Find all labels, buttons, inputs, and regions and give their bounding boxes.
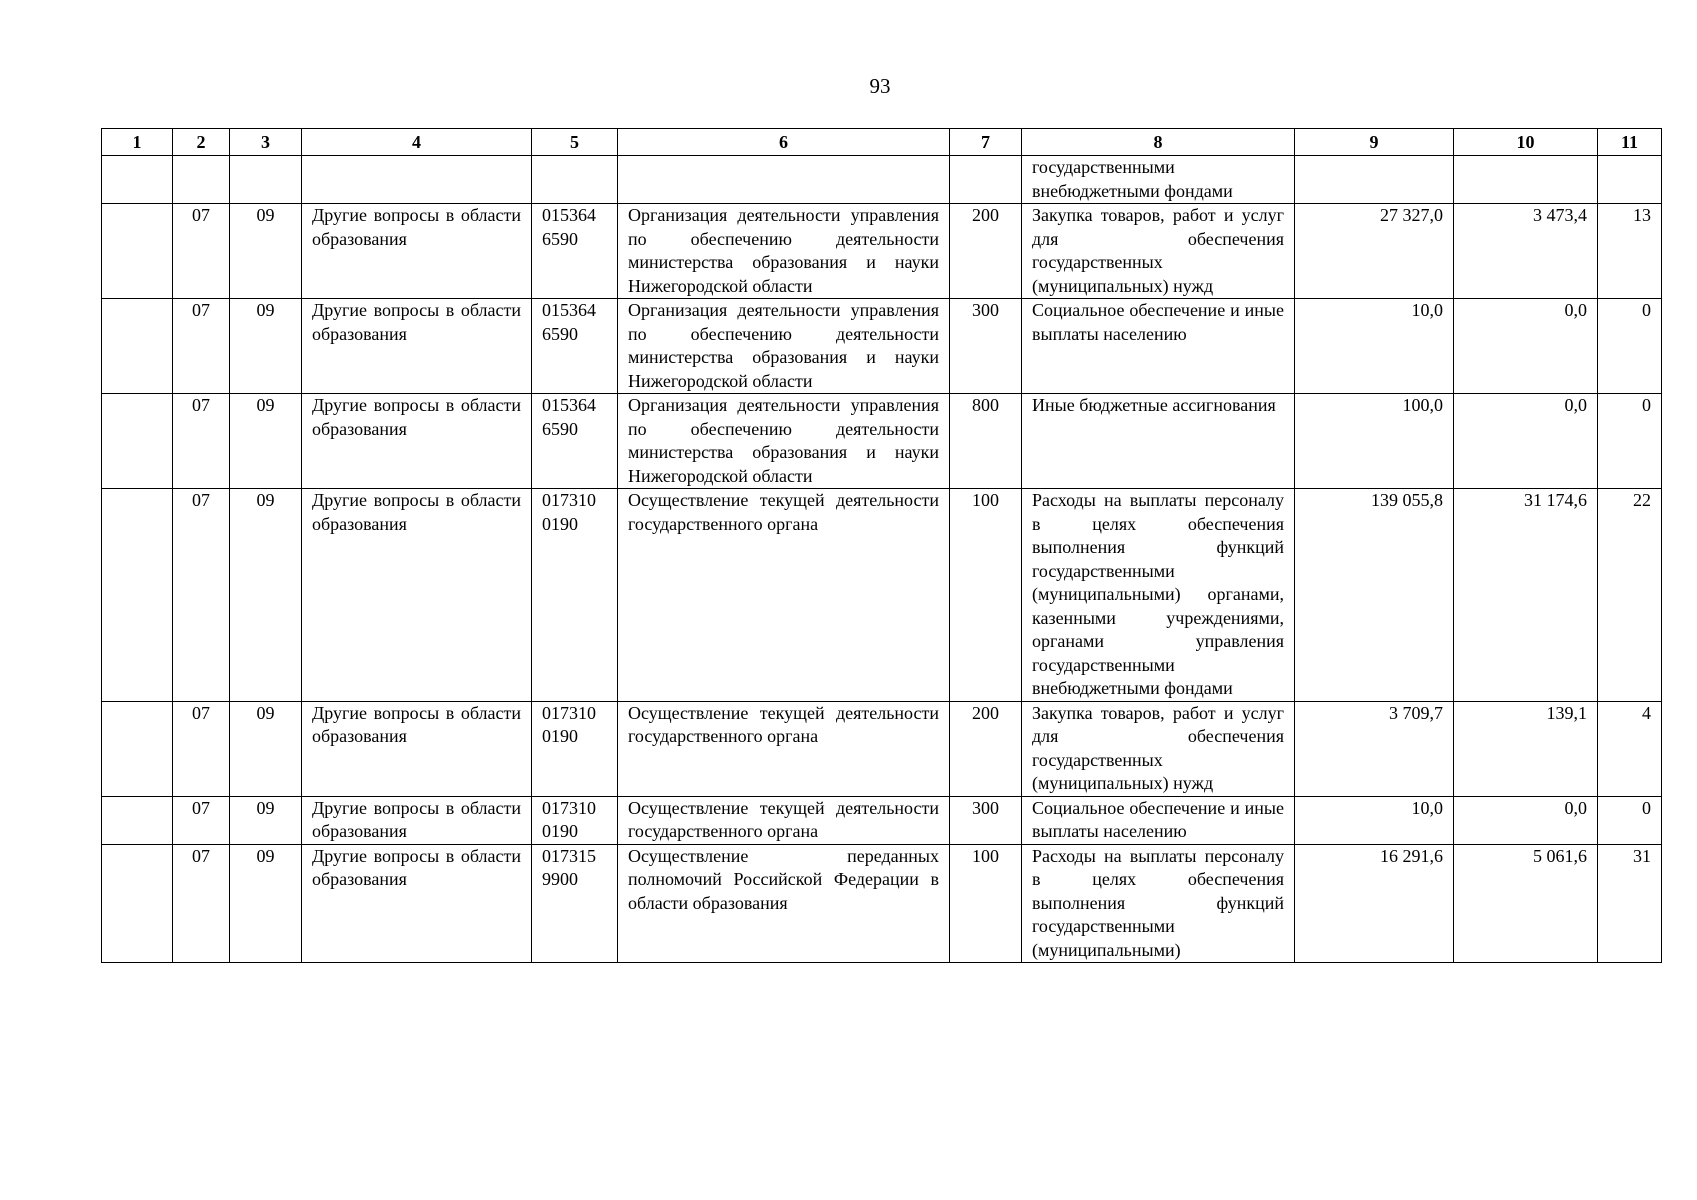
- subsection-cell: 09: [230, 796, 302, 844]
- table-header-row: [102, 129, 1662, 156]
- cell-col1: [102, 204, 173, 299]
- subsection-name-cell: Другие вопросы в области образования: [302, 489, 532, 702]
- continuation-row: [102, 156, 1662, 204]
- column-header: 11: [1598, 129, 1662, 156]
- page-number: 93: [869, 74, 891, 98]
- subsection-cell: 09: [230, 701, 302, 796]
- expense-type-cell: Закупка товаров, работ и услуг для обеспечения государственных (муниципальных) нужд: [1022, 204, 1295, 299]
- section-cell: 07: [173, 394, 230, 489]
- subsection-name-cell: Другие вопросы в области образования: [302, 394, 532, 489]
- expense-type-cell: Социальное обеспечение и иные выплаты населению: [1022, 796, 1295, 844]
- target-article-part1: 017315: [542, 845, 596, 866]
- article-name-cell: Осуществление текущей деятельности государственного органа: [618, 489, 950, 702]
- amount-actual-cell: 5 061,6: [1454, 844, 1598, 963]
- subsection-cell: 09: [230, 844, 302, 963]
- expense-code-cell: 200: [950, 204, 1022, 299]
- article-name-cell: Осуществление текущей деятельности государственного органа: [618, 701, 950, 796]
- cell-col1: [102, 796, 173, 844]
- subsection-name-cell: Другие вопросы в области образования: [302, 299, 532, 394]
- section-cell: 07: [173, 489, 230, 702]
- expense-code-cell: 300: [950, 796, 1022, 844]
- section-cell: 07: [173, 204, 230, 299]
- article-name-cell: Осуществление переданных полномочий Российской Федерации в области образования: [618, 844, 950, 963]
- subsection-cell: 09: [230, 299, 302, 394]
- amount-plan-cell: 100,0: [1295, 394, 1454, 489]
- target-article-part1: 015364: [542, 205, 596, 225]
- amount-actual-cell: 0,0: [1454, 299, 1598, 394]
- expense-type-cell: государственными внебюджетными фондами: [1022, 156, 1295, 204]
- column-header: 4: [302, 129, 532, 156]
- expense-code-cell: 800: [950, 394, 1022, 489]
- target-article-part1: 017310: [542, 490, 596, 510]
- cell-col1: [102, 701, 173, 796]
- table-row: [102, 489, 1662, 702]
- cell-col1: [102, 844, 173, 963]
- section-cell: 07: [173, 796, 230, 844]
- expense-type-cell: Закупка товаров, работ и услуг для обеспечения государственных (муниципальных) нужд: [1022, 701, 1295, 796]
- amount-plan-cell: 27 327,0: [1295, 204, 1454, 299]
- target-article-part1: 015364: [542, 395, 596, 415]
- amount-actual-cell: 31 174,6: [1454, 489, 1598, 702]
- percent-cell: 4: [1598, 701, 1662, 796]
- expense-type-cell: Расходы на выплаты персоналу в целях обеспечения выполнения функций государственными (муниципальными) органами, казенными учреждениями, органами управления государственными внебюджетными фондами: [1022, 489, 1295, 702]
- cell-col1: [102, 489, 173, 702]
- column-header: 9: [1295, 129, 1454, 156]
- section-cell: 07: [173, 844, 230, 963]
- cell-col1: [102, 299, 173, 394]
- section-cell: 07: [173, 701, 230, 796]
- target-article-cell: [532, 489, 618, 702]
- article-name-cell: Организация деятельности управления по обеспечению деятельности министерства образования и науки Нижегородской области: [618, 394, 950, 489]
- table-row: [102, 204, 1662, 299]
- table-row: [102, 299, 1662, 394]
- column-header: 5: [532, 129, 618, 156]
- percent-cell: 0: [1598, 394, 1662, 489]
- target-article-cell: [532, 204, 618, 299]
- subsection-name-cell: Другие вопросы в области образования: [302, 701, 532, 796]
- amount-plan-cell: 10,0: [1295, 796, 1454, 844]
- target-article-part2: 0190: [542, 821, 578, 841]
- amount-actual-cell: 0,0: [1454, 796, 1598, 844]
- column-header: 2: [173, 129, 230, 156]
- percent-cell: 0: [1598, 796, 1662, 844]
- subsection-name-cell: Другие вопросы в области образования: [302, 796, 532, 844]
- target-article-part2: 0190: [542, 726, 578, 746]
- expense-code-cell: 100: [950, 844, 1022, 963]
- subsection-cell: 09: [230, 204, 302, 299]
- expense-type-cell: Иные бюджетные ассигнования: [1022, 394, 1295, 489]
- budget-table: [101, 128, 1662, 963]
- expense-code-cell: 200: [950, 701, 1022, 796]
- amount-actual-cell: 0,0: [1454, 394, 1598, 489]
- target-article-part2: 0190: [542, 513, 578, 534]
- target-article-part2: 9900: [542, 869, 578, 889]
- column-header: 8: [1022, 129, 1295, 156]
- subsection-cell: 09: [230, 489, 302, 702]
- subsection-name-cell: Другие вопросы в области образования: [302, 844, 532, 963]
- amount-plan-cell: 16 291,6: [1295, 844, 1454, 963]
- column-header: 1: [102, 129, 173, 156]
- subsection-cell: 09: [230, 394, 302, 489]
- percent-cell: 31: [1598, 844, 1662, 963]
- target-article-part1: 017310: [542, 702, 596, 723]
- column-header: 10: [1454, 129, 1598, 156]
- percent-cell: 22: [1598, 489, 1662, 702]
- target-article-cell: [532, 701, 618, 796]
- target-article-part2: 6590: [542, 418, 578, 439]
- table-row: [102, 701, 1662, 796]
- target-article-part1: 015364: [542, 300, 596, 320]
- percent-cell: 13: [1598, 204, 1662, 299]
- subsection-name-cell: Другие вопросы в области образования: [302, 204, 532, 299]
- target-article-cell: [532, 299, 618, 394]
- percent-cell: 0: [1598, 299, 1662, 394]
- expense-type-cell: Расходы на выплаты персоналу в целях обеспечения выполнения функций государственными (муниципальными): [1022, 844, 1295, 963]
- column-header: 3: [230, 129, 302, 156]
- amount-plan-cell: 3 709,7: [1295, 701, 1454, 796]
- expense-code-cell: 100: [950, 489, 1022, 702]
- expense-type-cell: Социальное обеспечение и иные выплаты населению: [1022, 299, 1295, 394]
- table-row: [102, 796, 1662, 844]
- table-row: [102, 844, 1662, 963]
- target-article-cell: [532, 394, 618, 489]
- target-article-cell: [532, 796, 618, 844]
- column-header: 7: [950, 129, 1022, 156]
- article-name-cell: Осуществление текущей деятельности государственного органа: [618, 796, 950, 844]
- amount-plan-cell: 139 055,8: [1295, 489, 1454, 702]
- article-name-cell: Организация деятельности управления по обеспечению деятельности министерства образования и науки Нижегородской области: [618, 204, 950, 299]
- section-cell: 07: [173, 299, 230, 394]
- target-article-part1: 017310: [542, 797, 596, 818]
- amount-actual-cell: 139,1: [1454, 701, 1598, 796]
- article-name-cell: Организация деятельности управления по обеспечению деятельности министерства образования и науки Нижегородской области: [618, 299, 950, 394]
- expense-code-cell: 300: [950, 299, 1022, 394]
- cell-col1: [102, 394, 173, 489]
- target-article-part2: 6590: [542, 228, 578, 249]
- amount-actual-cell: 3 473,4: [1454, 204, 1598, 299]
- target-article-part2: 6590: [542, 323, 578, 344]
- table-row: [102, 394, 1662, 489]
- column-header: 6: [618, 129, 950, 156]
- amount-plan-cell: 10,0: [1295, 299, 1454, 394]
- target-article-cell: [532, 844, 618, 963]
